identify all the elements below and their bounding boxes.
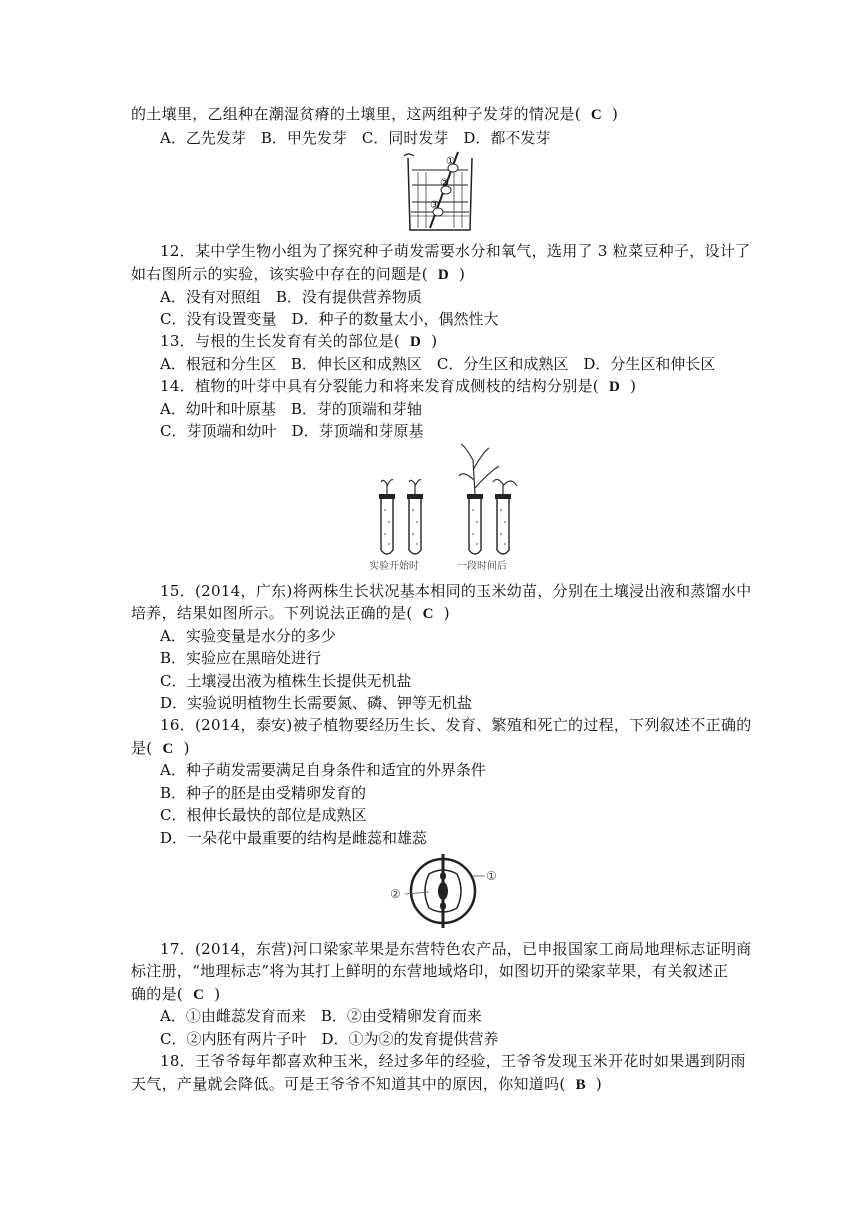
q16-stem-line2	[131, 738, 190, 759]
q16-option-d: D．一朵花中最重要的结构是雌蕊和雄蕊	[160, 829, 428, 847]
fig11-label-1: ①	[446, 156, 455, 167]
q14-stem-text: 14．植物的叶芽中具有分裂能力和将来发育成侧枝的结构分别是(	[160, 377, 599, 395]
q13-stem-text: 13．与根的生长发育有关的部位是(	[160, 332, 401, 350]
q18-answer: B	[575, 1077, 586, 1093]
q11-stem-text: 的土壤里，乙组种在潮湿贫瘠的土壤里，这两组种子发芽的情况是(	[131, 105, 581, 123]
q13-options: A．根冠和分生区 B．伸长区和成熟区 C．分生区和成熟区 D．分生区和伸长区	[160, 355, 716, 373]
q15-stem-line1: 15．(2014，广东)将两株生长状况基本相同的玉米幼苗，分别在土壤浸出液和蒸馏水中	[160, 582, 752, 600]
q14-options-2: C．芽顶端和幼叶 D．芽顶端和芽原基	[160, 422, 424, 440]
test-tube-figure	[365, 440, 535, 575]
q12-stem-text: 如右图所示的实验，该实验中存在的问题是(	[131, 265, 428, 283]
q12-answer: D	[437, 267, 449, 283]
q15-stem-text: 培养，结果如图所示。下列说法正确的是(	[131, 604, 413, 622]
q18-stem-line1: 18．王爷爷每年都喜欢种玉米，经过多年的经验，王爷爷发现玉米开花时如果遇到阴雨	[160, 1052, 746, 1070]
q17-options-1: A．①由雌蕊发育而来 B．②由受精卵发育而来	[160, 1007, 482, 1025]
q14-close: )	[630, 377, 637, 395]
q11-answer: C	[590, 107, 602, 123]
q13-stem	[160, 331, 437, 352]
q13-answer: D	[410, 334, 422, 350]
q15-stem-line2	[131, 603, 450, 624]
q12-options-2: C．没有设置变量 D．种子的数量太小，偶然性大	[160, 310, 499, 328]
fig11-label-3: ③	[430, 200, 439, 211]
apple-cross-section-figure	[385, 852, 505, 930]
q17-stem-line1: 17．(2014，东营)河口梁家苹果是东营特色农产品，已申报国家工商局地理标志证明商	[160, 940, 752, 958]
q18-stem-text: 天气，产量就会降低。可是王爷爷不知道其中的原因，你知道吗(	[131, 1075, 566, 1093]
q11-stem	[131, 104, 618, 125]
q15-option-d: D．实验说明植物生长需要氮、磷、钾等无机盐	[160, 694, 473, 712]
fig15-caption-left: 实验开始时	[369, 561, 419, 572]
q14-options-1: A．幼叶和叶原基 B．芽的顶端和芽轴	[160, 400, 422, 418]
q17-answer: C	[193, 987, 205, 1003]
q15-option-b: B．实验应在黑暗处进行	[160, 649, 322, 667]
q16-stem-line1: 16．(2014，泰安)被子植物要经历生长、发育、繁殖和死亡的过程，下列叙述不正确的	[160, 716, 752, 734]
q13-close: )	[431, 332, 438, 350]
q17-stem-line3	[131, 984, 220, 1005]
q12-options-1: A．没有对照组 B．没有提供营养物质	[160, 288, 422, 306]
fig17-label-1: ①	[486, 869, 497, 883]
q12-stem-line2	[131, 264, 465, 285]
q17-stem-line2: 标注册，“地理标志”将为其打上鲜明的东营地域烙印，如图切开的梁家苹果，有关叙述正	[131, 962, 729, 980]
q16-option-b: B．种子的胚是由受精卵发育的	[160, 784, 367, 802]
q14-stem	[160, 376, 636, 397]
q16-answer: C	[162, 741, 174, 757]
beaker-figure	[400, 150, 480, 235]
q11-close: )	[612, 105, 619, 123]
q12-stem-line1: 12．某中学生物小组为了探究种子萌发需要水分和氧气，选用了 3 粒菜豆种子，设计了	[160, 242, 751, 260]
q15-option-c: C．土壤浸出液为植株生长提供无机盐	[160, 672, 412, 690]
fig17-label-2: ②	[390, 887, 401, 901]
q17-options-2: C．②内胚有两片子叶 D．①为②的发育提供营养	[160, 1030, 499, 1048]
fig11-label-2: ②	[440, 178, 449, 189]
q18-stem-line2	[131, 1074, 602, 1095]
q18-close: )	[595, 1075, 603, 1093]
q17-stem-text: 确的是(	[131, 985, 184, 1003]
q15-close: )	[443, 604, 450, 622]
q16-option-a: A．种子萌发需要满足自身条件和适宜的外界条件	[160, 761, 486, 779]
q16-close: )	[183, 739, 190, 757]
q17-close: )	[214, 985, 221, 1003]
q16-stem-text: 是(	[131, 739, 153, 757]
q15-option-a: A．实验变量是水分的多少	[160, 627, 336, 645]
q14-answer: D	[608, 379, 621, 395]
q12-close: )	[459, 265, 466, 283]
q11-options: A．乙先发芽 B．甲先发芽 C．同时发芽 D．都不发芽	[160, 129, 551, 147]
fig15-caption-right: 一段时间后	[457, 561, 507, 572]
q16-option-c: C．根伸长最快的部位是成熟区	[160, 806, 367, 824]
q15-answer: C	[422, 606, 434, 622]
